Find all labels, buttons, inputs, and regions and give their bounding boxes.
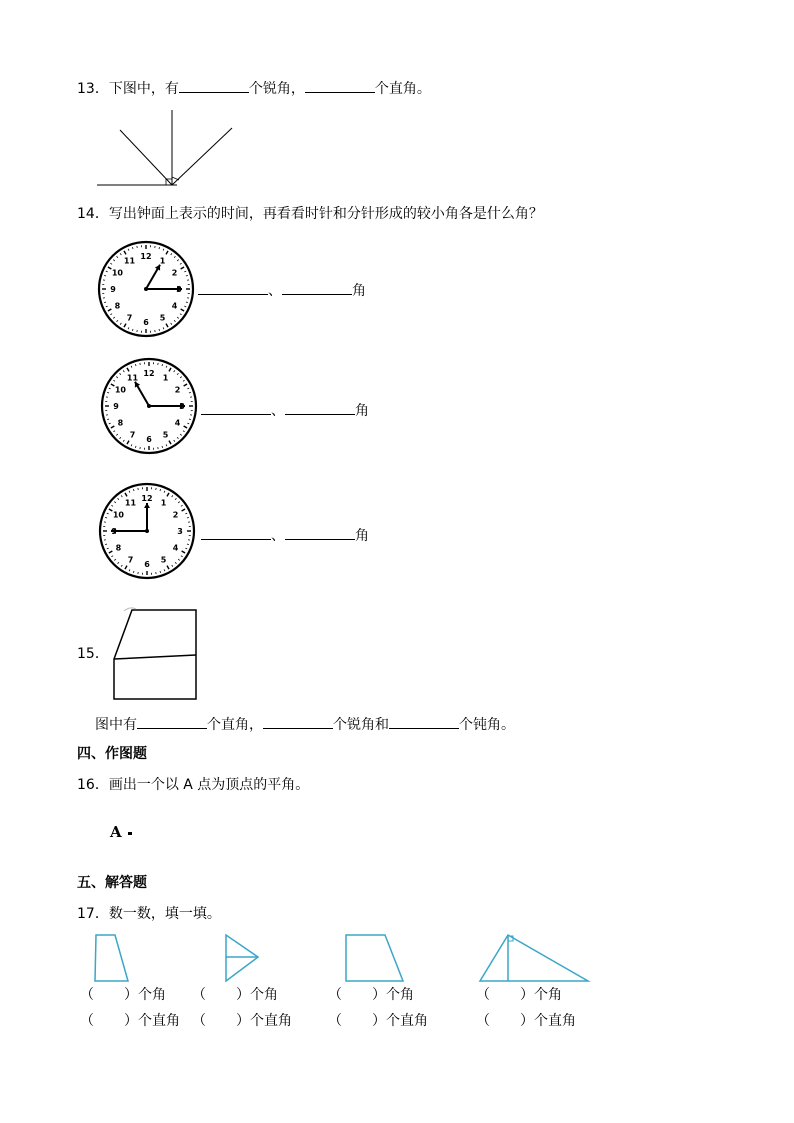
clock-number: 11 — [126, 373, 139, 383]
shape-4-angle-count: （ ）个角 — [476, 987, 562, 1003]
shape-4-right-angle-count: （ ）个直角 — [476, 1013, 576, 1029]
clock-center — [144, 287, 148, 291]
clock-number: 5 — [159, 313, 166, 323]
shape-4-triangle — [478, 933, 593, 983]
q14-answer-row-2 — [201, 400, 369, 420]
clock-number: 9 — [110, 285, 116, 294]
shape-2-triangle — [224, 933, 264, 983]
clock-1-angle-blank[interactable] — [282, 280, 352, 295]
point-a-label: A — [110, 823, 122, 841]
shape-1-right-angle-count: （ ）个直角 — [80, 1013, 180, 1029]
q15-text-2: 个直角， — [207, 717, 263, 733]
clock-number: 1 — [160, 498, 167, 508]
shape-3-angle-count: （ ）个角 — [328, 987, 414, 1003]
q15-line — [95, 714, 515, 734]
clock-number: 10 — [114, 385, 126, 395]
angle-suffix: 角 — [355, 403, 369, 419]
clock-1-time-blank[interactable] — [198, 280, 268, 295]
clock-number: 8 — [115, 543, 122, 553]
q13-number: 13． — [77, 81, 109, 97]
section-4-title: 四、作图题 — [77, 746, 147, 762]
q15-shape-figure — [108, 603, 208, 703]
clock-number: 12 — [143, 369, 155, 378]
point-a-dot — [128, 832, 132, 835]
q13-text-1: 下图中，有 — [108, 81, 179, 97]
q13-acute-blank[interactable] — [179, 78, 249, 93]
q16-line — [77, 776, 309, 794]
clock-number: 10 — [112, 510, 124, 520]
q14-answer-row-1 — [198, 280, 366, 300]
shape-1-angle-count: （ ）个角 — [80, 987, 166, 1003]
clock-number: 2 — [171, 268, 178, 278]
separator: 、 — [271, 403, 285, 419]
shape-3-trapezoid — [343, 933, 408, 983]
clock-number: 8 — [114, 301, 121, 311]
q16-text: 画出一个以 A 点为顶点的平角。 — [108, 777, 310, 793]
clock-number: 6 — [146, 435, 152, 444]
q15-text-3: 个锐角和 — [333, 717, 389, 733]
clock-number: 6 — [143, 318, 149, 327]
q15-obtuse-blank[interactable] — [389, 714, 459, 729]
q13-right-blank[interactable] — [305, 78, 375, 93]
clock-center — [147, 404, 151, 408]
shape-3-right-angle-count: （ ）个直角 — [328, 1013, 428, 1029]
q17-text: 数一数，填一填。 — [108, 906, 221, 922]
clock-number: 1 — [162, 373, 169, 383]
q15-text-1: 图中有 — [95, 717, 137, 733]
clock-center — [145, 529, 149, 533]
q17-number: 17． — [77, 906, 109, 922]
clock-1 — [96, 239, 196, 339]
q14-line — [77, 205, 543, 223]
clock-number: 7 — [126, 313, 133, 323]
clock-2 — [99, 356, 199, 456]
q14-text: 写出钟面上表示的时间，再看看时针和分针形成的较小角各是什么角？ — [108, 206, 543, 222]
clock-number: 4 — [174, 418, 181, 428]
q13-text-2: 个锐角， — [248, 81, 305, 97]
clock-number: 9 — [113, 402, 119, 411]
shape-2-right-angle-count: （ ）个直角 — [192, 1013, 292, 1029]
clock-3 — [97, 481, 197, 581]
clock-number: 3 — [177, 527, 183, 536]
separator: 、 — [268, 283, 282, 299]
clock-number: 12 — [141, 494, 153, 503]
clock-number: 7 — [129, 430, 136, 440]
clock-number: 7 — [127, 555, 134, 565]
clock-number: 4 — [171, 301, 178, 311]
shape-2-angle-count: （ ）个角 — [192, 987, 278, 1003]
clock-2-time-blank[interactable] — [201, 400, 271, 415]
q15-number: 15． — [77, 646, 109, 662]
clock-3-time-blank[interactable] — [201, 525, 271, 540]
q13-line — [77, 78, 431, 98]
angle-suffix: 角 — [355, 528, 369, 544]
clock-number: 1 — [159, 256, 166, 266]
q15-text-4: 个钝角。 — [459, 717, 515, 733]
q16-number: 16． — [77, 777, 109, 793]
clock-2-angle-blank[interactable] — [285, 400, 355, 415]
q13-angle-figure — [95, 108, 245, 188]
clock-number: 2 — [172, 510, 179, 520]
clock-number: 5 — [160, 555, 167, 565]
q15-right-blank[interactable] — [137, 714, 207, 729]
clock-number: 2 — [174, 385, 181, 395]
q17-line — [77, 905, 221, 923]
q13-text-3: 个直角。 — [374, 81, 431, 97]
clock-number: 4 — [172, 543, 179, 553]
q14-number: 14． — [77, 206, 109, 222]
clock-number: 11 — [124, 498, 137, 508]
clock-number: 5 — [162, 430, 169, 440]
separator: 、 — [271, 528, 285, 544]
angle-suffix: 角 — [352, 283, 366, 299]
clock-number: 8 — [117, 418, 124, 428]
shape-1-quadrilateral — [93, 933, 133, 983]
clock-number: 11 — [123, 256, 136, 266]
q14-answer-row-3 — [201, 525, 369, 545]
clock-3-angle-blank[interactable] — [285, 525, 355, 540]
q15-acute-blank[interactable] — [263, 714, 333, 729]
section-5-title: 五、解答题 — [77, 875, 147, 891]
clock-number: 10 — [111, 268, 123, 278]
clock-number: 6 — [144, 560, 150, 569]
clock-number: 12 — [140, 252, 152, 261]
